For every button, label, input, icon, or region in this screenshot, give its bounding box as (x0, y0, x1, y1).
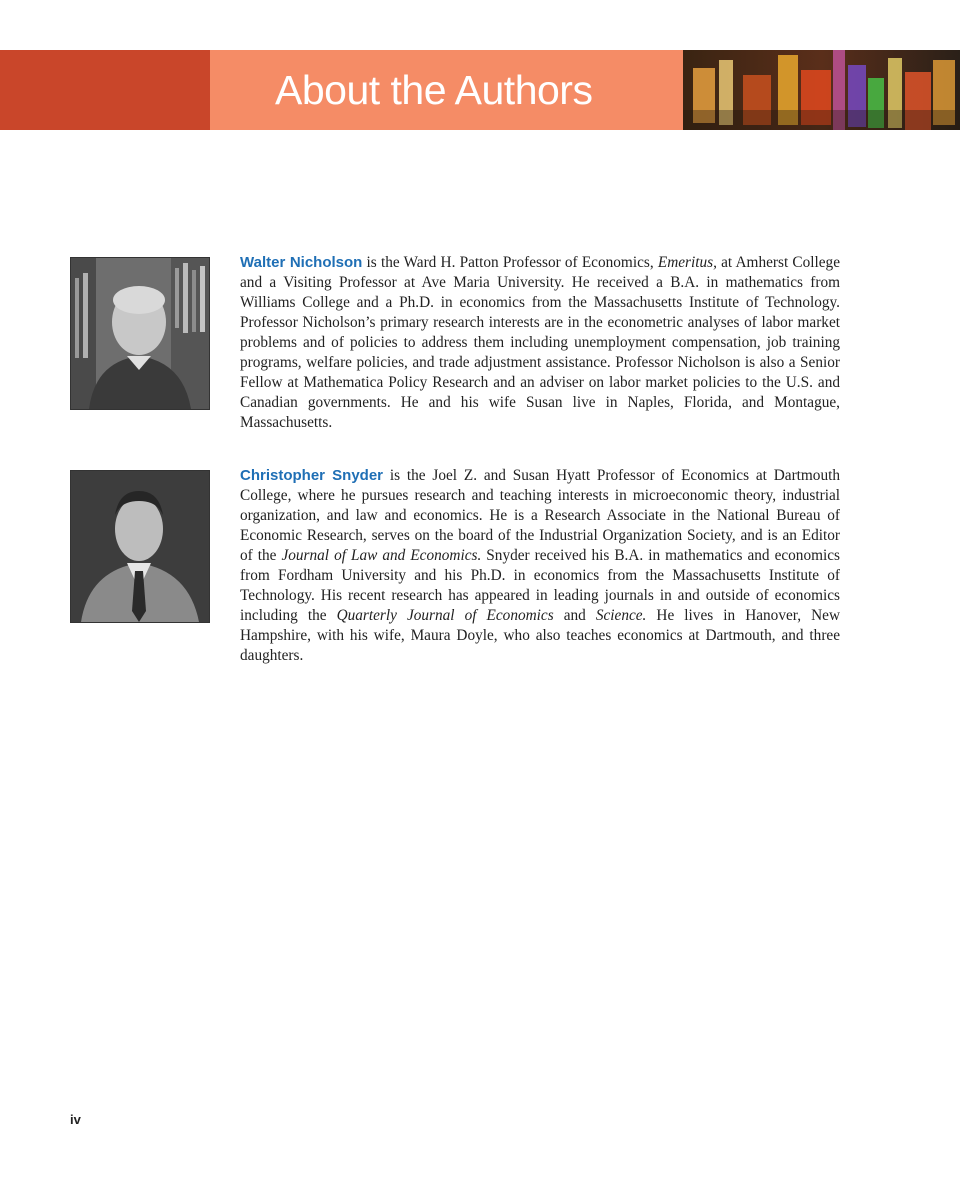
bio-emphasis: Quarterly Journal of Economics (336, 607, 554, 624)
author-portrait (70, 257, 210, 410)
author-bio (240, 253, 840, 433)
author-name: Walter Nicholson (240, 254, 363, 271)
bio-text: at Amherst College and a Visiting Professor at Ave Maria University. He received a B.A. in mathematics from Williams College and a Ph.D. in economics from the Massachusetts Institute of Technology. Professor Nicholson’s primary research interests are in the econometric analyses of labor market problems and of policies to address them including unemployment compensation, job training programs, welfare policies, and trade adjustment assistance. Professor Nicholson is also a Senior Fellow at Mathematica Policy Research and an adviser on labor market policies to the U.S. and Canadian governments. He and his wife Susan live in Naples, Florida, and Montague, Massachusetts. (240, 254, 840, 431)
page-number: iv (70, 1112, 81, 1127)
author-bio (240, 466, 840, 666)
banner-abstract-photo (683, 50, 960, 130)
bio-text: Snyder received his B.A. in mathematics and economics from Fordham University and his Ph.D. in economics from the Massachusetts Institute of Technology. His recent research has appeared in leading journals in and outside of economics including the (240, 547, 840, 624)
banner-dark-block (0, 50, 210, 130)
page-title: About the Authors (275, 67, 593, 113)
bio-text: He lives in Hanover, New Hampshire, with his wife, Maura Doyle, who also teaches economics at Dartmouth, and three daughters. (240, 607, 840, 664)
bio-emphasis: Journal of Law and Economics. (281, 547, 482, 564)
author-portrait (70, 470, 210, 623)
bio-text: is the Ward H. Patton Professor of Economics, (362, 254, 658, 271)
bio-text: is the Joel Z. and Susan Hyatt Professor of Economics at Dartmouth College, where he pursues research and teaching interests in microeconomic theory, industrial organization, and law and economics. He is a Research Associate in the National Bureau of Economic Research, serves on the board of the Industrial Organization Society, and is an Editor of the (240, 467, 841, 564)
author-name: Christopher Snyder (240, 467, 384, 484)
bio-emphasis: Emeritus, (657, 254, 717, 271)
bio-text: and (553, 607, 596, 624)
bio-emphasis: Science. (595, 607, 647, 624)
header-banner (0, 50, 960, 130)
